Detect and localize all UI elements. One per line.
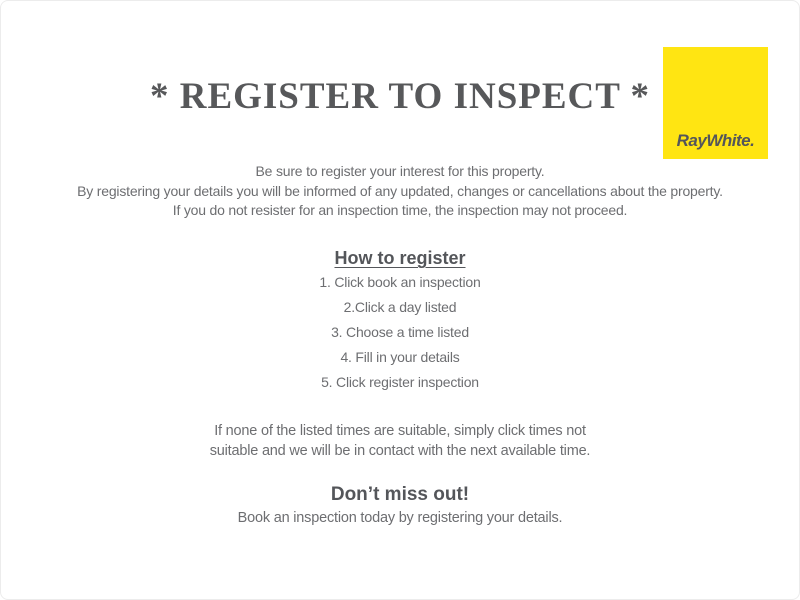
- registration-step: 3. Choose a time listed: [331, 324, 469, 340]
- registration-step: 4. Fill in your details: [340, 349, 460, 365]
- intro-line: If you do not resister for an inspection time, the inspection may not proceed.: [172, 202, 628, 218]
- ray-white-wordmark: RayWhite.: [676, 131, 755, 150]
- dont-miss-out-heading: Don’t miss out!: [330, 484, 470, 505]
- book-inspection-line: Book an inspection today by registering your details.: [237, 510, 563, 526]
- registration-step: 2.Click a day listed: [343, 299, 457, 315]
- page-title: * REGISTER TO INSPECT *: [149, 76, 651, 117]
- registration-step: 5. Click register inspection: [321, 374, 479, 390]
- how-to-register-heading: How to register: [334, 248, 466, 268]
- intro-paragraph: [1, 162, 799, 221]
- ray-white-logo: [663, 47, 768, 159]
- registration-step: 1. Click book an inspection: [319, 274, 481, 290]
- note-line: suitable and we will be in contact with the next available time.: [209, 442, 591, 459]
- intro-line: Be sure to register your interest for this property.: [255, 163, 545, 179]
- times-not-suitable-note: [1, 422, 799, 461]
- registration-steps-list: [1, 275, 799, 400]
- intro-line: By registering your details you will be informed of any updated, changes or cancellations about the property.: [77, 182, 723, 199]
- note-line: If none of the listed times are suitable, simply click times not: [214, 423, 586, 439]
